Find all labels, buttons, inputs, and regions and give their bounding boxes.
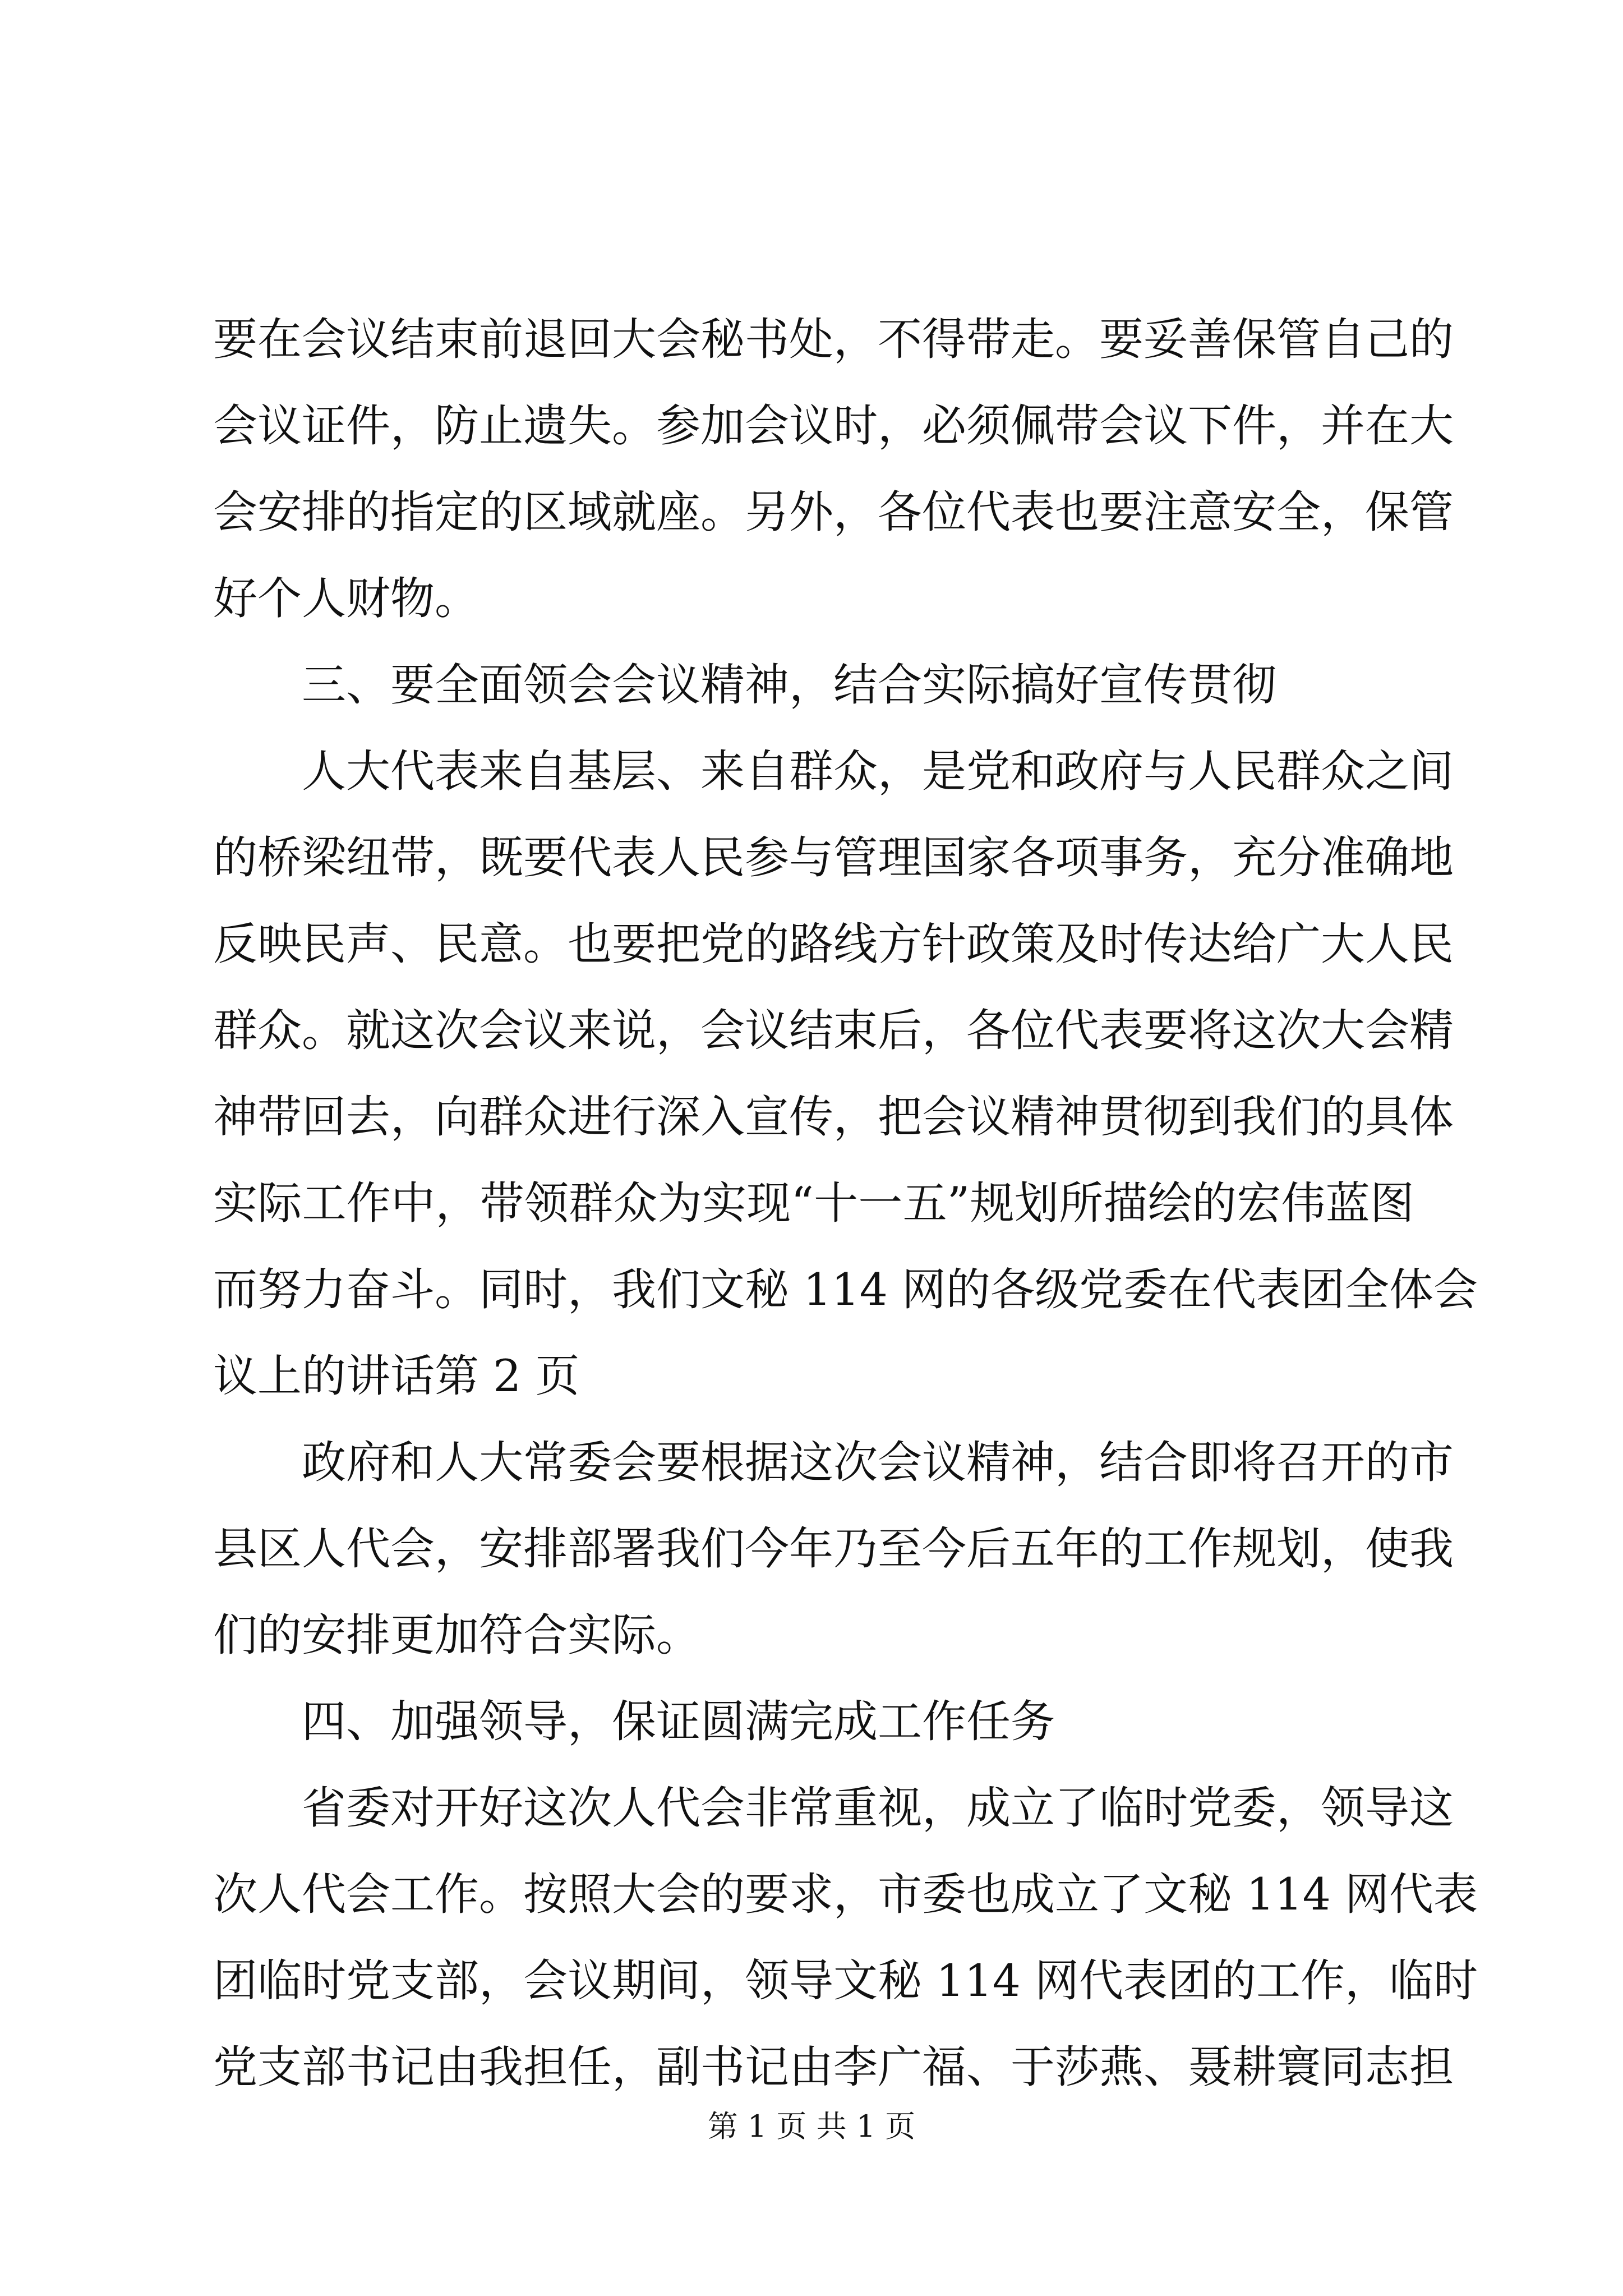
text-line: 群众。就这次会议来说，会议结束后，各位代表要将这次大会精 — [213, 1005, 1454, 1056]
paragraph — [213, 296, 1454, 642]
text-line: 的桥梁纽带，既要代表人民参与管理国家各项事务，充分准确地 — [213, 832, 1454, 884]
text-line: 们的安排更加符合实际。 — [213, 1609, 700, 1661]
section-heading — [213, 1678, 1414, 1765]
heading-line: 四、加强领导，保证圆满完成工作任务 — [302, 1696, 1055, 1747]
text-line: 要在会议结束前退回大会秘书处，不得带走。要妥善保管自己的 — [213, 314, 1454, 365]
document-body — [213, 296, 1478, 2110]
paragraph — [213, 1765, 1478, 2110]
text-line: 好个人财物。 — [213, 573, 479, 624]
page-footer: 第 1 页 共 1 页 — [707, 2109, 916, 2144]
text-line: 神带回去，向群众进行深入宣传，把会议精神贯彻到我们的具体 — [213, 1091, 1454, 1143]
text-line: 团临时党支部，会议期间，领导文秘 114 网代表团的工作，临时 — [213, 1955, 1478, 2007]
section-heading — [213, 642, 1414, 728]
text-line: 政府和人大常委会要根据这次会议精神，结合即将召开的市 — [302, 1437, 1454, 1488]
text-line: 县区人代会，安排部署我们今年乃至今后五年的工作规划，使我 — [213, 1523, 1454, 1575]
text-line: 会安排的指定的区域就座。另外，各位代表也要注意安全，保管 — [213, 486, 1454, 538]
text-line: 次人代会工作。按照大会的要求，市委也成立了文秘 114 网代表 — [213, 1869, 1478, 1920]
text-line: 议上的讲话第 2 页 — [213, 1350, 580, 1402]
text-line: 实际工作中，带领群众为实现“十一五”规划所描绘的宏伟蓝图 — [213, 1177, 1414, 1229]
paragraph — [213, 728, 1478, 1419]
paragraph — [213, 1419, 1454, 1678]
text-line: 会议证件，防止遗失。参加会议时，必须佩带会议下件，并在大 — [213, 400, 1454, 452]
text-line: 人大代表来自基层、来自群众，是党和政府与人民群众之间 — [302, 746, 1454, 797]
text-line: 省委对开好这次人代会非常重视，成立了临时党委，领导这 — [302, 1782, 1454, 1834]
heading-line: 三、要全面领会会议精神，结合实际搞好宣传贯彻 — [302, 659, 1276, 711]
text-line: 而努力奋斗。同时，我们文秘 114 网的各级党委在代表团全体会 — [213, 1264, 1478, 1315]
text-line: 反映民声、民意。也要把党的路线方针政策及时传达给广大人民 — [213, 918, 1454, 970]
text-line: 党支部书记由我担任，副书记由李广福、于莎燕、聂耕寰同志担 — [213, 2041, 1454, 2093]
